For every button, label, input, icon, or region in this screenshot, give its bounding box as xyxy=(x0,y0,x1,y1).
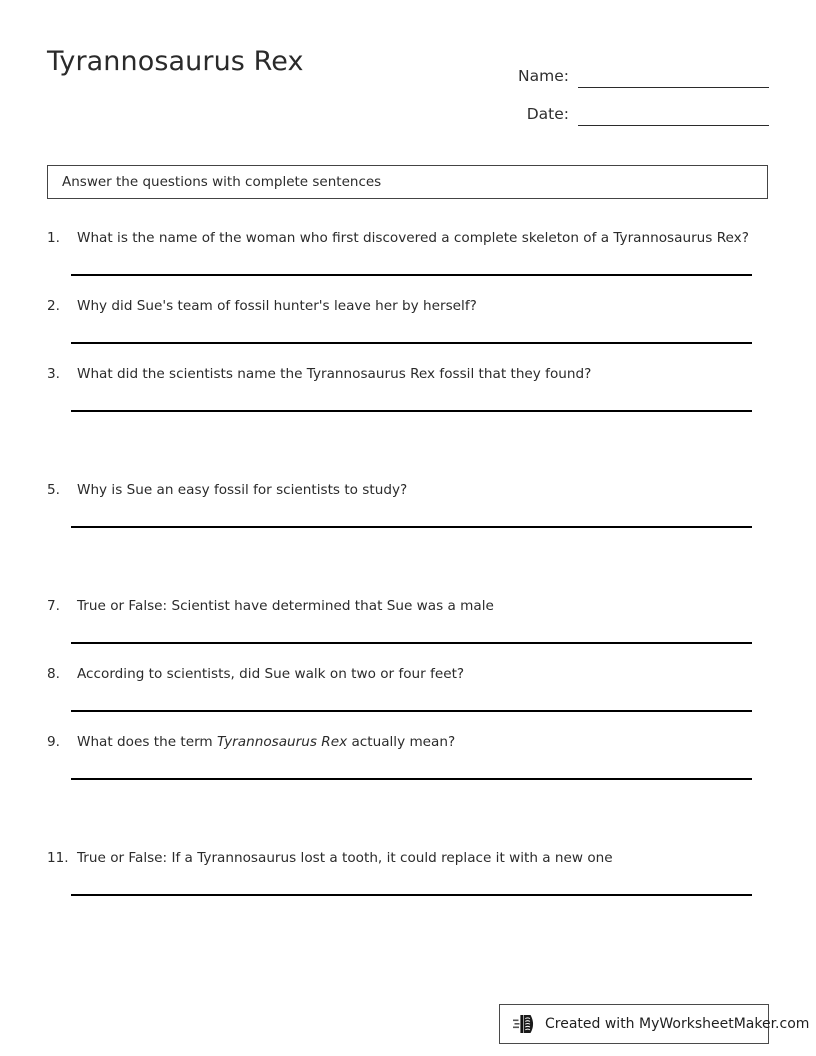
question-block xyxy=(47,364,769,412)
question-text-before: What does the term xyxy=(77,734,217,750)
answer-line[interactable] xyxy=(71,274,752,276)
questions-list xyxy=(47,228,769,916)
question-row xyxy=(47,732,769,752)
question-number: 2. xyxy=(47,298,60,314)
question-number: 5. xyxy=(47,482,60,498)
question-number: 1. xyxy=(47,230,60,246)
answer-line[interactable] xyxy=(71,526,752,528)
footer-badge-label: Created with MyWorksheetMaker.com xyxy=(545,1016,810,1032)
question-text xyxy=(77,732,455,752)
answer-line[interactable] xyxy=(71,410,752,412)
name-date-group xyxy=(499,50,769,126)
question-text: Why is Sue an easy fossil for scientists to study? xyxy=(77,482,408,498)
question-row xyxy=(47,228,769,248)
question-number: 7. xyxy=(47,598,60,614)
footer-badge[interactable] xyxy=(499,1004,810,1044)
question-row xyxy=(47,296,769,316)
question-block xyxy=(47,848,769,896)
answer-line[interactable] xyxy=(71,710,752,712)
instruction-text: Answer the questions with complete sentences xyxy=(62,174,382,190)
question-block xyxy=(47,664,769,712)
question-row xyxy=(47,364,769,384)
question-text: True or False: If a Tyrannosaurus lost a tooth, it could replace it with a new one xyxy=(77,850,613,866)
question-text-after: actually mean? xyxy=(347,734,456,750)
question-row xyxy=(47,480,769,500)
question-block xyxy=(47,296,769,344)
question-text: Why did Sue's team of fossil hunter's leave her by herself? xyxy=(77,298,477,314)
question-text: True or False: Scientist have determined that Sue was a male xyxy=(77,598,494,614)
answer-line[interactable] xyxy=(71,342,752,344)
name-field-row xyxy=(499,50,769,88)
question-block xyxy=(47,732,769,780)
instruction-box xyxy=(47,165,768,199)
question-row xyxy=(47,664,769,684)
name-label: Name: xyxy=(518,67,569,85)
date-field-row xyxy=(499,88,769,126)
question-number: 11. xyxy=(47,850,69,866)
page-title: Tyrannosaurus Rex xyxy=(47,46,304,77)
question-text: What is the name of the woman who first discovered a complete skeleton of a Tyrannosaurus Rex? xyxy=(77,230,749,246)
question-block xyxy=(47,480,769,528)
date-input-line[interactable] xyxy=(578,105,769,126)
question-text: According to scientists, did Sue walk on two or four feet? xyxy=(77,666,465,682)
question-number: 8. xyxy=(47,666,60,682)
answer-line[interactable] xyxy=(71,642,752,644)
myworksheetmaker-logo-icon xyxy=(513,1013,537,1035)
question-text-italic: Tyrannosaurus Rex xyxy=(217,734,348,750)
question-number: 3. xyxy=(47,366,60,382)
worksheet-header xyxy=(47,44,769,124)
question-number: 9. xyxy=(47,734,60,750)
answer-line[interactable] xyxy=(71,894,752,896)
question-text: What did the scientists name the Tyrannosaurus Rex fossil that they found? xyxy=(77,366,592,382)
question-row xyxy=(47,596,769,616)
question-block xyxy=(47,596,769,644)
question-block xyxy=(47,228,769,276)
answer-line[interactable] xyxy=(71,778,752,780)
date-label: Date: xyxy=(526,105,569,123)
name-input-line[interactable] xyxy=(578,67,769,88)
question-row xyxy=(47,848,769,868)
